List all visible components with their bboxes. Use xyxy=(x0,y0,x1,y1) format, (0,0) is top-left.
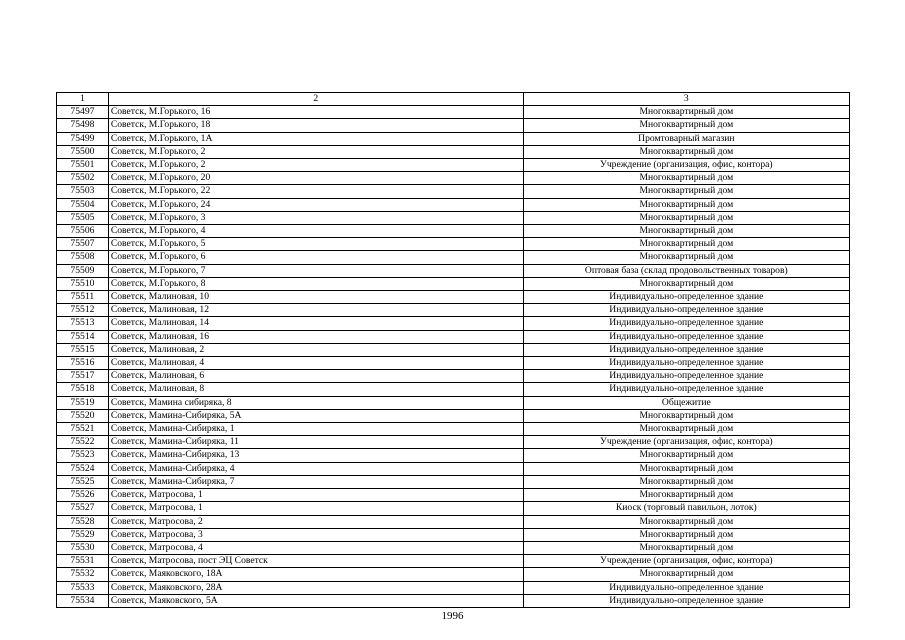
object-type-cell: Индивидуально-определенное здание xyxy=(523,383,849,396)
row-number: 75510 xyxy=(57,277,109,290)
object-type-cell: Многоквартирный дом xyxy=(523,119,849,132)
object-type-cell: Индивидуально-определенное здание xyxy=(523,594,849,607)
address-cell: Советск, Мамина-Сибиряка, 5А xyxy=(108,409,523,422)
object-type-cell: Оптовая база (склад продовольственных товаров) xyxy=(523,264,849,277)
object-type-cell: Многоквартирный дом xyxy=(523,409,849,422)
address-cell: Советск, Мамина-Сибиряка, 4 xyxy=(108,462,523,475)
row-number: 75516 xyxy=(57,357,109,370)
table-row xyxy=(57,211,850,224)
address-cell: Советск, М.Горького, 1А xyxy=(108,132,523,145)
object-type-cell: Многоквартирный дом xyxy=(523,489,849,502)
row-number: 75501 xyxy=(57,159,109,172)
object-type-cell: Многоквартирный дом xyxy=(523,172,849,185)
table-row xyxy=(57,449,850,462)
address-cell: Советск, Малиновая, 4 xyxy=(108,357,523,370)
table-row xyxy=(57,423,850,436)
table-row xyxy=(57,409,850,422)
table-row xyxy=(57,132,850,145)
table-row xyxy=(57,568,850,581)
object-type-cell: Индивидуально-определенное здание xyxy=(523,357,849,370)
address-cell: Советск, М.Горького, 8 xyxy=(108,277,523,290)
object-type-cell: Киоск (торговый павильон, лоток) xyxy=(523,502,849,515)
address-cell: Советск, Малиновая, 12 xyxy=(108,304,523,317)
object-type-cell: Индивидуально-определенное здание xyxy=(523,317,849,330)
table-header-row xyxy=(57,93,850,106)
address-cell: Советск, Мамина-Сибиряка, 1 xyxy=(108,423,523,436)
address-cell: Советск, Мамина-Сибиряка, 7 xyxy=(108,475,523,488)
address-cell: Советск, Матросова, 3 xyxy=(108,528,523,541)
object-type-cell: Многоквартирный дом xyxy=(523,528,849,541)
row-number: 75526 xyxy=(57,489,109,502)
row-number: 75529 xyxy=(57,528,109,541)
table-row xyxy=(57,277,850,290)
table-row xyxy=(57,581,850,594)
object-type-cell: Многоквартирный дом xyxy=(523,185,849,198)
table-row xyxy=(57,343,850,356)
table-row xyxy=(57,159,850,172)
address-cell: Советск, Малиновая, 16 xyxy=(108,330,523,343)
address-cell: Советск, М.Горького, 5 xyxy=(108,238,523,251)
address-cell: Советск, Малиновая, 8 xyxy=(108,383,523,396)
row-number: 75527 xyxy=(57,502,109,515)
object-type-cell: Многоквартирный дом xyxy=(523,541,849,554)
object-type-cell: Многоквартирный дом xyxy=(523,462,849,475)
table-row xyxy=(57,489,850,502)
registry-table xyxy=(56,92,850,608)
address-cell: Советск, Матросова, 1 xyxy=(108,489,523,502)
address-cell: Советск, Малиновая, 14 xyxy=(108,317,523,330)
address-cell: Советск, Малиновая, 10 xyxy=(108,291,523,304)
table-row xyxy=(57,528,850,541)
table-row xyxy=(57,383,850,396)
address-cell: Советск, М.Горького, 4 xyxy=(108,225,523,238)
row-number: 75532 xyxy=(57,568,109,581)
object-type-cell: Индивидуально-определенное здание xyxy=(523,370,849,383)
table-row xyxy=(57,304,850,317)
object-type-cell: Многоквартирный дом xyxy=(523,423,849,436)
row-number: 75509 xyxy=(57,264,109,277)
row-number: 75512 xyxy=(57,304,109,317)
address-cell: Советск, Матросова, 1 xyxy=(108,502,523,515)
table-row xyxy=(57,251,850,264)
row-number: 75514 xyxy=(57,330,109,343)
address-cell: Советск, Малиновая, 2 xyxy=(108,343,523,356)
object-type-cell: Многоквартирный дом xyxy=(523,145,849,158)
address-cell: Советск, М.Горького, 2 xyxy=(108,145,523,158)
table-row xyxy=(57,555,850,568)
address-cell: Советск, М.Горького, 6 xyxy=(108,251,523,264)
row-number: 75504 xyxy=(57,198,109,211)
row-number: 75497 xyxy=(57,106,109,119)
row-number: 75500 xyxy=(57,145,109,158)
table-body xyxy=(57,106,850,608)
table-row xyxy=(57,357,850,370)
address-cell: Советск, Мамина-Сибиряка, 11 xyxy=(108,436,523,449)
object-type-cell: Индивидуально-определенное здание xyxy=(523,330,849,343)
row-number: 75524 xyxy=(57,462,109,475)
object-type-cell: Многоквартирный дом xyxy=(523,568,849,581)
row-number: 75502 xyxy=(57,172,109,185)
row-number: 75521 xyxy=(57,423,109,436)
object-type-cell: Учреждение (организация, офис, контора) xyxy=(523,159,849,172)
object-type-cell: Учреждение (организация, офис, контора) xyxy=(523,555,849,568)
object-type-cell: Многоквартирный дом xyxy=(523,238,849,251)
table-row xyxy=(57,436,850,449)
row-number: 75513 xyxy=(57,317,109,330)
address-cell: Советск, М.Горького, 2 xyxy=(108,159,523,172)
row-number: 75533 xyxy=(57,581,109,594)
row-number: 75530 xyxy=(57,541,109,554)
address-cell: Советск, Малиновая, 6 xyxy=(108,370,523,383)
object-type-cell: Многоквартирный дом xyxy=(523,198,849,211)
row-number: 75519 xyxy=(57,396,109,409)
table-row xyxy=(57,541,850,554)
row-number: 75503 xyxy=(57,185,109,198)
address-cell: Советск, Мамина сибиряка, 8 xyxy=(108,396,523,409)
table-row xyxy=(57,119,850,132)
row-number: 75507 xyxy=(57,238,109,251)
table-row xyxy=(57,515,850,528)
address-cell: Советск, М.Горького, 7 xyxy=(108,264,523,277)
table-row xyxy=(57,475,850,488)
table-row xyxy=(57,396,850,409)
row-number: 75506 xyxy=(57,225,109,238)
address-cell: Советск, М.Горького, 3 xyxy=(108,211,523,224)
table-row xyxy=(57,225,850,238)
column-header-3: 3 xyxy=(523,93,849,106)
object-type-cell: Учреждение (организация, офис, контора) xyxy=(523,436,849,449)
table-row xyxy=(57,502,850,515)
table-row xyxy=(57,264,850,277)
address-cell: Советск, Матросова, 2 xyxy=(108,515,523,528)
address-cell: Советск, Матросова, 4 xyxy=(108,541,523,554)
address-cell: Советск, М.Горького, 16 xyxy=(108,106,523,119)
address-cell: Советск, Маяковского, 5А xyxy=(108,594,523,607)
table-row xyxy=(57,106,850,119)
object-type-cell: Индивидуально-определенное здание xyxy=(523,343,849,356)
row-number: 75511 xyxy=(57,291,109,304)
address-cell: Советск, М.Горького, 24 xyxy=(108,198,523,211)
row-number: 75498 xyxy=(57,119,109,132)
object-type-cell: Индивидуально-определенное здание xyxy=(523,581,849,594)
table-row xyxy=(57,172,850,185)
object-type-cell: Многоквартирный дом xyxy=(523,251,849,264)
row-number: 75505 xyxy=(57,211,109,224)
table-row xyxy=(57,145,850,158)
row-number: 75518 xyxy=(57,383,109,396)
object-type-cell: Многоквартирный дом xyxy=(523,211,849,224)
row-number: 75531 xyxy=(57,555,109,568)
row-number: 75525 xyxy=(57,475,109,488)
table-row xyxy=(57,462,850,475)
table-row xyxy=(57,317,850,330)
object-type-cell: Промтоварный магазин xyxy=(523,132,849,145)
address-cell: Советск, Маяковского, 28А xyxy=(108,581,523,594)
object-type-cell: Многоквартирный дом xyxy=(523,449,849,462)
row-number: 75528 xyxy=(57,515,109,528)
table-row xyxy=(57,238,850,251)
page-number: 1996 xyxy=(441,610,464,622)
row-number: 75523 xyxy=(57,449,109,462)
table-row xyxy=(57,330,850,343)
address-cell: Советск, Мамина-Сибиряка, 13 xyxy=(108,449,523,462)
object-type-cell: Многоквартирный дом xyxy=(523,225,849,238)
address-cell: Советск, М.Горького, 20 xyxy=(108,172,523,185)
object-type-cell: Многоквартирный дом xyxy=(523,475,849,488)
object-type-cell: Многоквартирный дом xyxy=(523,277,849,290)
object-type-cell: Индивидуально-определенное здание xyxy=(523,291,849,304)
column-header-1: 1 xyxy=(57,93,109,106)
object-type-cell: Многоквартирный дом xyxy=(523,515,849,528)
address-cell: Советск, Маяковского, 18А xyxy=(108,568,523,581)
row-number: 75534 xyxy=(57,594,109,607)
table-row xyxy=(57,198,850,211)
address-cell: Советск, Матросова, пост ЭЦ Советск xyxy=(108,555,523,568)
object-type-cell: Многоквартирный дом xyxy=(523,106,849,119)
address-cell: Советск, М.Горького, 18 xyxy=(108,119,523,132)
object-type-cell: Индивидуально-определенное здание xyxy=(523,304,849,317)
row-number: 75522 xyxy=(57,436,109,449)
row-number: 75499 xyxy=(57,132,109,145)
table-row xyxy=(57,185,850,198)
object-type-cell: Общежитие xyxy=(523,396,849,409)
row-number: 75520 xyxy=(57,409,109,422)
table-row xyxy=(57,370,850,383)
row-number: 75515 xyxy=(57,343,109,356)
address-cell: Советск, М.Горького, 22 xyxy=(108,185,523,198)
table-row xyxy=(57,594,850,607)
column-header-2: 2 xyxy=(108,93,523,106)
table-row xyxy=(57,291,850,304)
row-number: 75508 xyxy=(57,251,109,264)
row-number: 75517 xyxy=(57,370,109,383)
